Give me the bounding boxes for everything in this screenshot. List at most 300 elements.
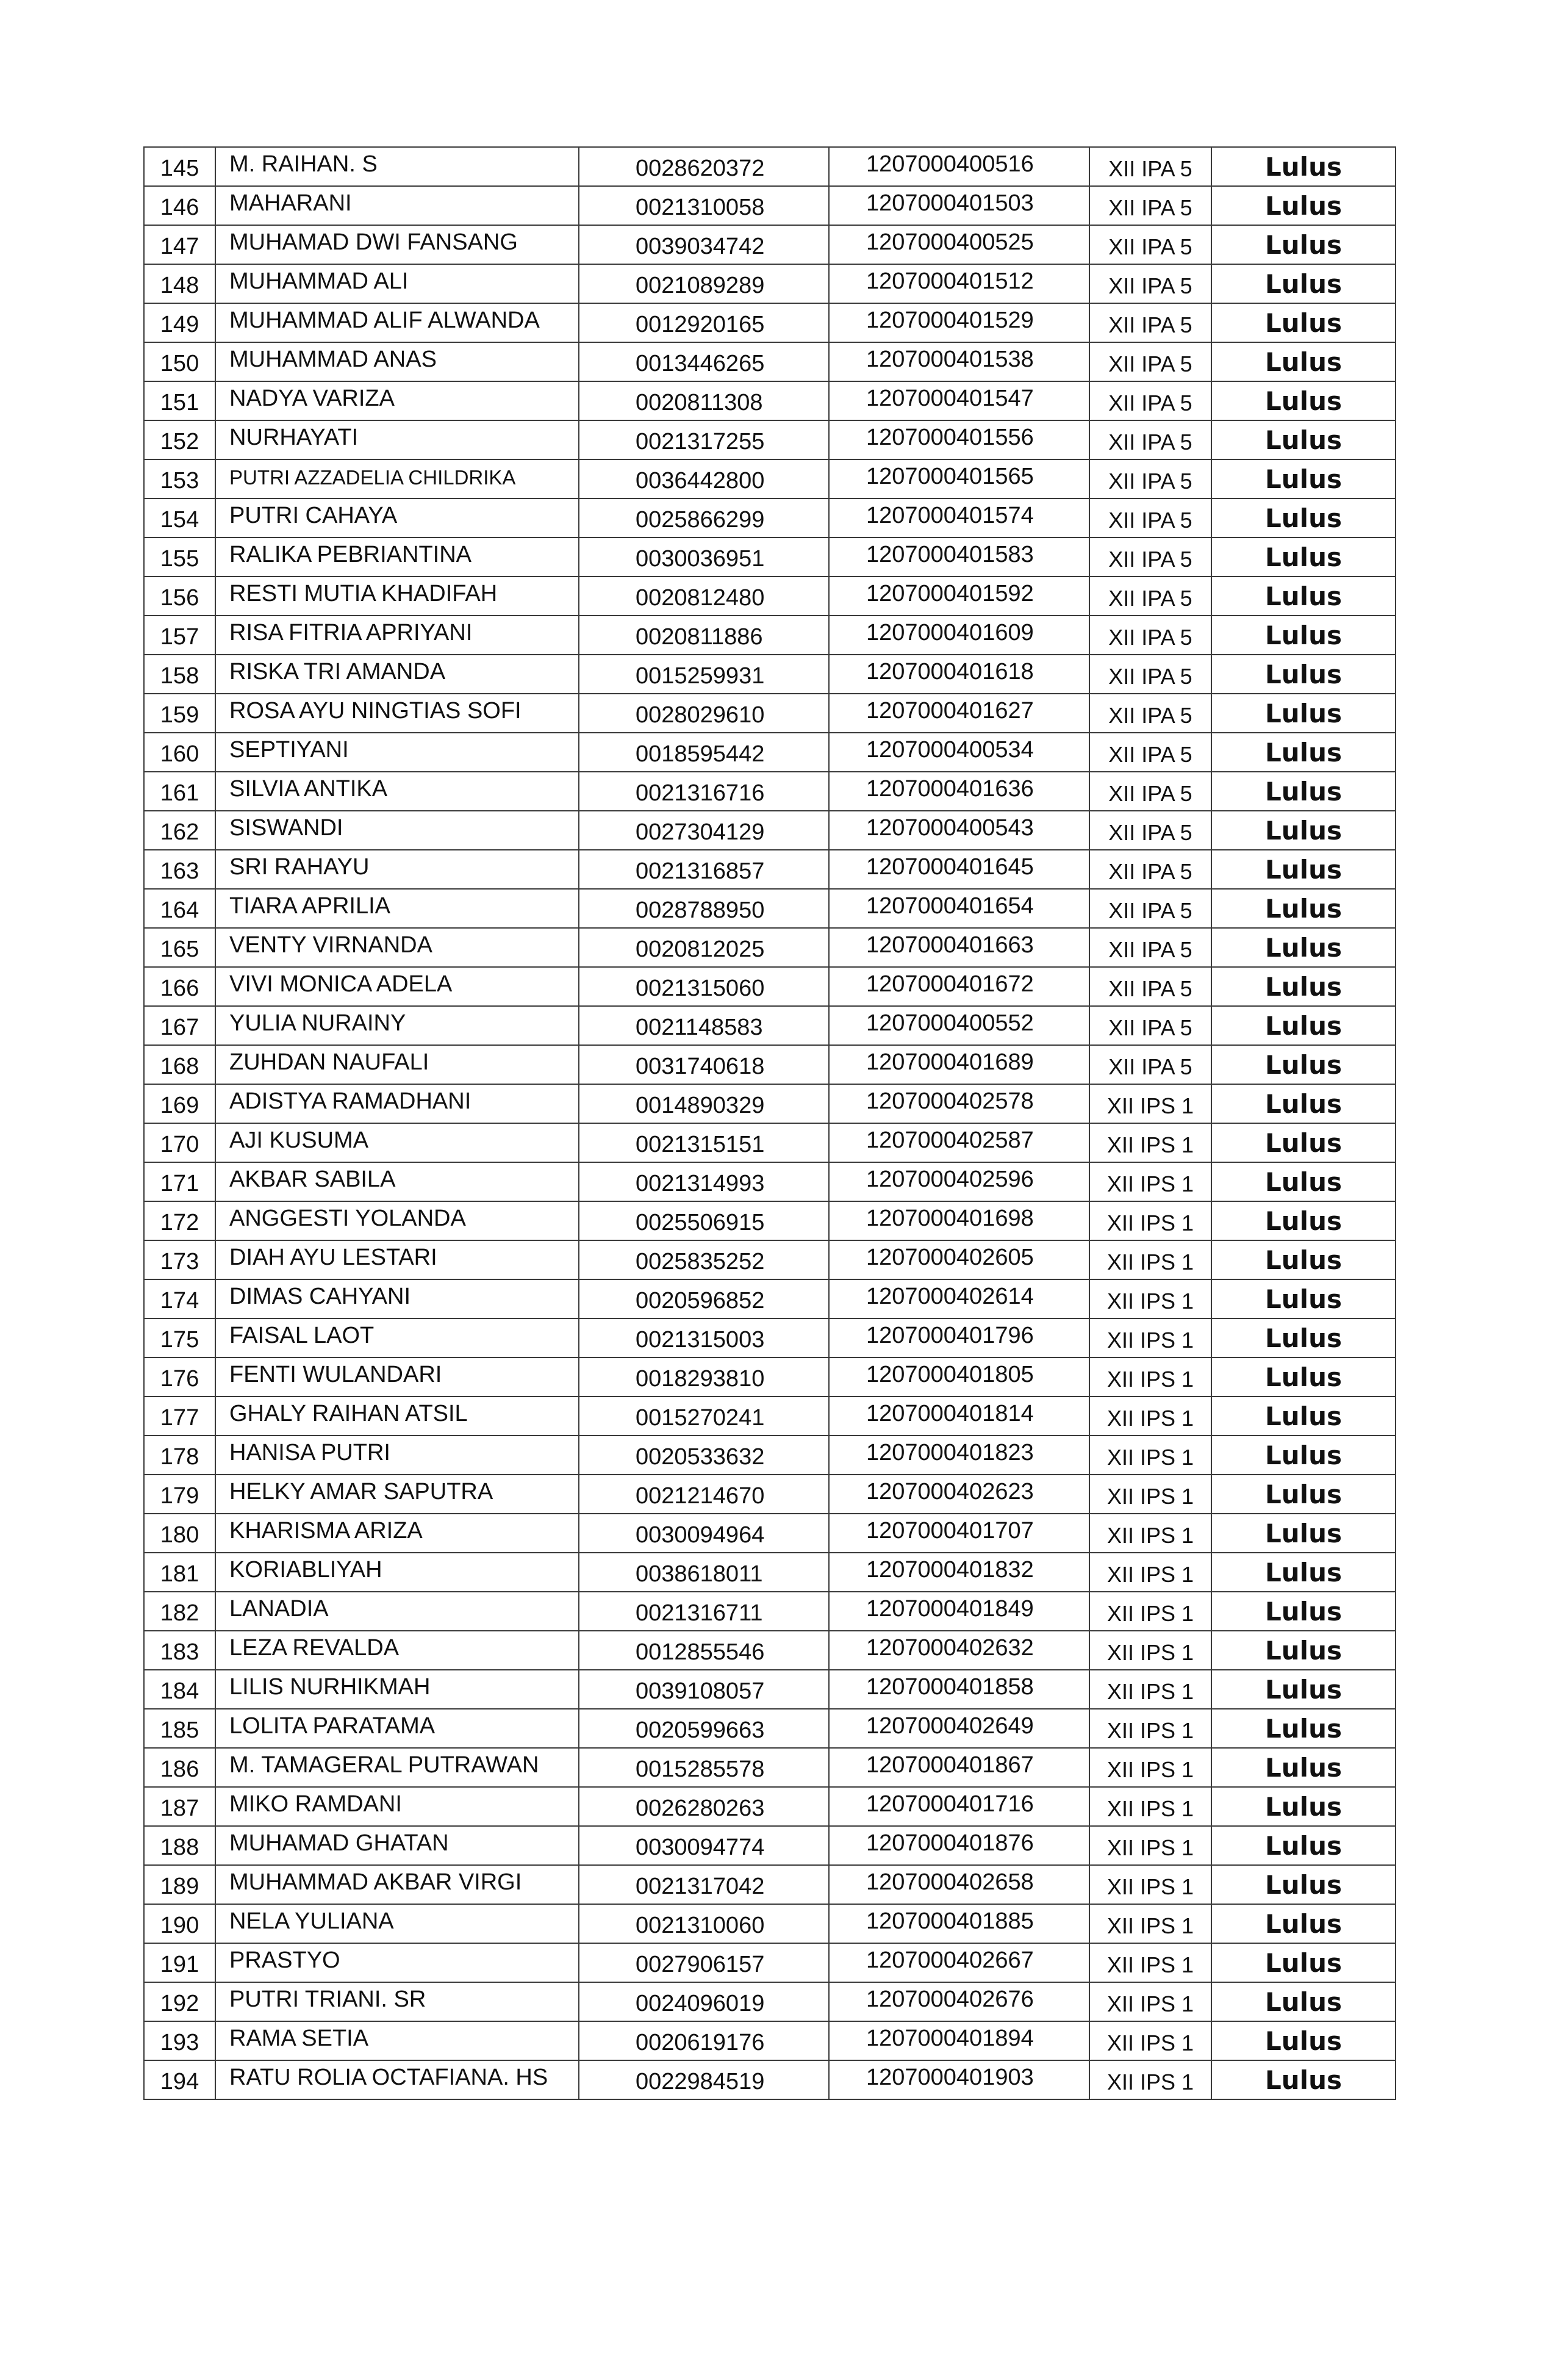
status-cell: Lulus [1211,2060,1396,2099]
nis-cell: 1207000401849 [829,1592,1089,1631]
nisn-cell: 0014890329 [579,1084,829,1123]
nis-cell: 1207000401654 [829,889,1089,928]
student-name-cell: RAMA SETIA [215,2021,579,2060]
nisn-cell: 0021315060 [579,967,829,1006]
nisn-cell: 0018595442 [579,733,829,772]
row-number-cell: 188 [144,1826,215,1865]
class-cell: XII IPA 5 [1089,225,1211,264]
status-cell: Lulus [1211,1904,1396,1943]
status-cell: Lulus [1211,420,1396,459]
table-row [144,1397,1396,1436]
nis-cell: 1207000400552 [829,1006,1089,1045]
class-cell: XII IPA 5 [1089,577,1211,616]
student-name-cell: PUTRI TRIANI. SR [215,1982,579,2021]
student-name-cell: M. TAMAGERAL PUTRAWAN [215,1748,579,1787]
nisn-cell: 0012855546 [579,1631,829,1670]
status-cell: Lulus [1211,1631,1396,1670]
nis-cell: 1207000401885 [829,1904,1089,1943]
row-number-cell: 148 [144,264,215,303]
student-name-cell: RALIKA PEBRIANTINA [215,537,579,577]
student-name-cell: MIKO RAMDANI [215,1787,579,1826]
student-name-cell: MUHAMAD DWI FANSANG [215,225,579,264]
table-row [144,811,1396,850]
row-number-cell: 184 [144,1670,215,1709]
row-number-cell: 182 [144,1592,215,1631]
row-number-cell: 191 [144,1943,215,1982]
nis-cell: 1207000401627 [829,694,1089,733]
table-row [144,577,1396,616]
row-number-cell: 163 [144,850,215,889]
student-name-cell: KHARISMA ARIZA [215,1514,579,1553]
graduation-results-table [143,146,1396,2100]
student-name-cell: HELKY AMAR SAPUTRA [215,1475,579,1514]
table-row [144,1709,1396,1748]
student-name-cell: RISKA TRI AMANDA [215,655,579,694]
class-cell: XII IPA 5 [1089,1045,1211,1084]
class-cell: XII IPS 1 [1089,1240,1211,1279]
nisn-cell: 0028788950 [579,889,829,928]
class-cell: XII IPA 5 [1089,928,1211,967]
nisn-cell: 0027304129 [579,811,829,850]
nis-cell: 1207000402649 [829,1709,1089,1748]
class-cell: XII IPA 5 [1089,420,1211,459]
nis-cell: 1207000401894 [829,2021,1089,2060]
nisn-cell: 0021316716 [579,772,829,811]
table-row [144,498,1396,537]
class-cell: XII IPA 5 [1089,498,1211,537]
row-number-cell: 185 [144,1709,215,1748]
nisn-cell: 0021310058 [579,186,829,225]
nisn-cell: 0021316857 [579,850,829,889]
nisn-cell: 0030036951 [579,537,829,577]
class-cell: XII IPA 5 [1089,537,1211,577]
nis-cell: 1207000401805 [829,1357,1089,1397]
row-number-cell: 193 [144,2021,215,2060]
table-row [144,616,1396,655]
nis-cell: 1207000401636 [829,772,1089,811]
status-cell: Lulus [1211,1865,1396,1904]
nis-cell: 1207000401814 [829,1397,1089,1436]
row-number-cell: 153 [144,459,215,498]
nis-cell: 1207000402605 [829,1240,1089,1279]
class-cell: XII IPS 1 [1089,1748,1211,1787]
nisn-cell: 0015259931 [579,655,829,694]
class-cell: XII IPA 5 [1089,342,1211,381]
status-cell: Lulus [1211,1514,1396,1553]
class-cell: XII IPA 5 [1089,616,1211,655]
row-number-cell: 171 [144,1162,215,1201]
status-cell: Lulus [1211,381,1396,420]
nis-cell: 1207000400543 [829,811,1089,850]
status-cell: Lulus [1211,303,1396,342]
table-row [144,1279,1396,1318]
student-name-cell: LEZA REVALDA [215,1631,579,1670]
class-cell: XII IPS 1 [1089,1318,1211,1357]
row-number-cell: 181 [144,1553,215,1592]
nis-cell: 1207000400525 [829,225,1089,264]
class-cell: XII IPA 5 [1089,147,1211,186]
row-number-cell: 173 [144,1240,215,1279]
student-name-cell: ROSA AYU NINGTIAS SOFI [215,694,579,733]
nis-cell: 1207000400516 [829,147,1089,186]
student-name-cell: VIVI MONICA ADELA [215,967,579,1006]
status-cell: Lulus [1211,186,1396,225]
student-name-cell: YULIA NURAINY [215,1006,579,1045]
table-row [144,1514,1396,1553]
table-row [144,772,1396,811]
nis-cell: 1207000401556 [829,420,1089,459]
table-row [144,1123,1396,1162]
row-number-cell: 186 [144,1748,215,1787]
table-row [144,1748,1396,1787]
student-name-cell: AKBAR SABILA [215,1162,579,1201]
student-name-cell: M. RAIHAN. S [215,147,579,186]
status-cell: Lulus [1211,967,1396,1006]
table-row [144,1943,1396,1982]
nis-cell: 1207000402614 [829,1279,1089,1318]
nis-cell: 1207000401716 [829,1787,1089,1826]
status-cell: Lulus [1211,1475,1396,1514]
class-cell: XII IPS 1 [1089,1982,1211,2021]
row-number-cell: 179 [144,1475,215,1514]
status-cell: Lulus [1211,1592,1396,1631]
student-name-cell: NURHAYATI [215,420,579,459]
status-cell: Lulus [1211,928,1396,967]
status-cell: Lulus [1211,1436,1396,1475]
nis-cell: 1207000401529 [829,303,1089,342]
row-number-cell: 189 [144,1865,215,1904]
table-row [144,1631,1396,1670]
class-cell: XII IPS 1 [1089,1904,1211,1943]
nis-cell: 1207000401672 [829,967,1089,1006]
nis-cell: 1207000401512 [829,264,1089,303]
nisn-cell: 0021314993 [579,1162,829,1201]
nisn-cell: 0036442800 [579,459,829,498]
class-cell: XII IPS 1 [1089,1826,1211,1865]
nisn-cell: 0021317042 [579,1865,829,1904]
status-cell: Lulus [1211,1709,1396,1748]
class-cell: XII IPS 1 [1089,1553,1211,1592]
status-cell: Lulus [1211,498,1396,537]
class-cell: XII IPS 1 [1089,1592,1211,1631]
class-cell: XII IPA 5 [1089,186,1211,225]
nisn-cell: 0020812480 [579,577,829,616]
student-name-cell: HANISA PUTRI [215,1436,579,1475]
status-cell: Lulus [1211,577,1396,616]
nis-cell: 1207000401574 [829,498,1089,537]
table-row [144,1904,1396,1943]
table-row [144,889,1396,928]
nisn-cell: 0020599663 [579,1709,829,1748]
class-cell: XII IPS 1 [1089,1943,1211,1982]
status-cell: Lulus [1211,733,1396,772]
table-row [144,1475,1396,1514]
status-cell: Lulus [1211,850,1396,889]
nisn-cell: 0022984519 [579,2060,829,2099]
table-row [144,264,1396,303]
table-row [144,1084,1396,1123]
nis-cell: 1207000401876 [829,1826,1089,1865]
table-row [144,342,1396,381]
table-row [144,928,1396,967]
class-cell: XII IPS 1 [1089,1709,1211,1748]
row-number-cell: 192 [144,1982,215,2021]
status-cell: Lulus [1211,1240,1396,1279]
row-number-cell: 187 [144,1787,215,1826]
nis-cell: 1207000401867 [829,1748,1089,1787]
class-cell: XII IPS 1 [1089,1787,1211,1826]
nisn-cell: 0020811308 [579,381,829,420]
nis-cell: 1207000401547 [829,381,1089,420]
nisn-cell: 0015285578 [579,1748,829,1787]
row-number-cell: 167 [144,1006,215,1045]
nis-cell: 1207000401858 [829,1670,1089,1709]
status-cell: Lulus [1211,1045,1396,1084]
student-name-cell: MUHAMMAD ALIF ALWANDA [215,303,579,342]
status-cell: Lulus [1211,1982,1396,2021]
status-cell: Lulus [1211,2021,1396,2060]
nisn-cell: 0039108057 [579,1670,829,1709]
row-number-cell: 161 [144,772,215,811]
class-cell: XII IPA 5 [1089,850,1211,889]
class-cell: XII IPA 5 [1089,459,1211,498]
nis-cell: 1207000401503 [829,186,1089,225]
status-cell: Lulus [1211,1201,1396,1240]
student-name-cell: ZUHDAN NAUFALI [215,1045,579,1084]
row-number-cell: 177 [144,1397,215,1436]
row-number-cell: 157 [144,616,215,655]
nisn-cell: 0020596852 [579,1279,829,1318]
status-cell: Lulus [1211,1787,1396,1826]
table-row [144,655,1396,694]
row-number-cell: 162 [144,811,215,850]
table-row [144,967,1396,1006]
student-name-cell: DIAH AYU LESTARI [215,1240,579,1279]
row-number-cell: 160 [144,733,215,772]
class-cell: XII IPS 1 [1089,1865,1211,1904]
student-name-cell: SISWANDI [215,811,579,850]
row-number-cell: 166 [144,967,215,1006]
table-row [144,1436,1396,1475]
class-cell: XII IPA 5 [1089,733,1211,772]
nisn-cell: 0020812025 [579,928,829,967]
table-row [144,1006,1396,1045]
row-number-cell: 176 [144,1357,215,1397]
student-name-cell: PUTRI AZZADELIA CHILDRIKA [215,459,579,498]
nis-cell: 1207000400534 [829,733,1089,772]
row-number-cell: 150 [144,342,215,381]
table-row [144,2021,1396,2060]
nis-cell: 1207000402676 [829,1982,1089,2021]
student-name-cell: TIARA APRILIA [215,889,579,928]
nis-cell: 1207000401903 [829,2060,1089,2099]
class-cell: XII IPS 1 [1089,1084,1211,1123]
nis-cell: 1207000401663 [829,928,1089,967]
class-cell: XII IPS 1 [1089,2021,1211,2060]
class-cell: XII IPS 1 [1089,1475,1211,1514]
nisn-cell: 0030094964 [579,1514,829,1553]
class-cell: XII IPA 5 [1089,381,1211,420]
nisn-cell: 0021317255 [579,420,829,459]
table-row [144,1787,1396,1826]
class-cell: XII IPS 1 [1089,1279,1211,1318]
nis-cell: 1207000401796 [829,1318,1089,1357]
nis-cell: 1207000401618 [829,655,1089,694]
nisn-cell: 0015270241 [579,1397,829,1436]
table-row [144,850,1396,889]
nisn-cell: 0028029610 [579,694,829,733]
class-cell: XII IPS 1 [1089,1123,1211,1162]
class-cell: XII IPS 1 [1089,1631,1211,1670]
nisn-cell: 0038618011 [579,1553,829,1592]
row-number-cell: 155 [144,537,215,577]
row-number-cell: 174 [144,1279,215,1318]
class-cell: XII IPA 5 [1089,811,1211,850]
row-number-cell: 146 [144,186,215,225]
nis-cell: 1207000401583 [829,537,1089,577]
nis-cell: 1207000401823 [829,1436,1089,1475]
student-name-cell: DIMAS CAHYANI [215,1279,579,1318]
status-cell: Lulus [1211,889,1396,928]
student-name-cell: RESTI MUTIA KHADIFAH [215,577,579,616]
status-cell: Lulus [1211,1318,1396,1357]
student-name-cell: MUHAMMAD AKBAR VIRGI [215,1865,579,1904]
nisn-cell: 0025866299 [579,498,829,537]
table-row [144,1826,1396,1865]
class-cell: XII IPS 1 [1089,1514,1211,1553]
student-name-cell: RATU ROLIA OCTAFIANA. HS [215,2060,579,2099]
table-row [144,2060,1396,2099]
table-row [144,1592,1396,1631]
status-cell: Lulus [1211,1670,1396,1709]
student-name-cell: MUHAMAD GHATAN [215,1826,579,1865]
table-body [144,147,1396,2099]
status-cell: Lulus [1211,616,1396,655]
row-number-cell: 151 [144,381,215,420]
status-cell: Lulus [1211,1084,1396,1123]
class-cell: XII IPS 1 [1089,1201,1211,1240]
table-row [144,1201,1396,1240]
nisn-cell: 0020619176 [579,2021,829,2060]
class-cell: XII IPS 1 [1089,1357,1211,1397]
row-number-cell: 175 [144,1318,215,1357]
student-name-cell: KORIABLIYAH [215,1553,579,1592]
nis-cell: 1207000402658 [829,1865,1089,1904]
class-cell: XII IPS 1 [1089,2060,1211,2099]
row-number-cell: 194 [144,2060,215,2099]
row-number-cell: 158 [144,655,215,694]
nisn-cell: 0021214670 [579,1475,829,1514]
table-row [144,420,1396,459]
table-row [144,147,1396,186]
nisn-cell: 0018293810 [579,1357,829,1397]
class-cell: XII IPA 5 [1089,694,1211,733]
student-name-cell: ANGGESTI YOLANDA [215,1201,579,1240]
table-row [144,1240,1396,1279]
table-row [144,1553,1396,1592]
table-row [144,1318,1396,1357]
status-cell: Lulus [1211,1943,1396,1982]
table-row [144,1670,1396,1709]
nis-cell: 1207000402587 [829,1123,1089,1162]
student-name-cell: FAISAL LAOT [215,1318,579,1357]
status-cell: Lulus [1211,1826,1396,1865]
student-name-cell: ADISTYA RAMADHANI [215,1084,579,1123]
table-row [144,186,1396,225]
row-number-cell: 165 [144,928,215,967]
table-row [144,733,1396,772]
nisn-cell: 0025835252 [579,1240,829,1279]
table-row [144,303,1396,342]
student-name-cell: RISA FITRIA APRIYANI [215,616,579,655]
nisn-cell: 0039034742 [579,225,829,264]
table-row [144,537,1396,577]
row-number-cell: 164 [144,889,215,928]
nisn-cell: 0030094774 [579,1826,829,1865]
student-name-cell: MUHAMMAD ALI [215,264,579,303]
status-cell: Lulus [1211,1123,1396,1162]
nis-cell: 1207000401538 [829,342,1089,381]
nis-cell: 1207000401609 [829,616,1089,655]
student-name-cell: SRI RAHAYU [215,850,579,889]
nisn-cell: 0021315151 [579,1123,829,1162]
student-name-cell: LOLITA PARATAMA [215,1709,579,1748]
class-cell: XII IPA 5 [1089,264,1211,303]
student-name-cell: PUTRI CAHAYA [215,498,579,537]
status-cell: Lulus [1211,537,1396,577]
row-number-cell: 183 [144,1631,215,1670]
status-cell: Lulus [1211,1553,1396,1592]
table-row [144,381,1396,420]
status-cell: Lulus [1211,772,1396,811]
class-cell: XII IPA 5 [1089,1006,1211,1045]
nis-cell: 1207000401689 [829,1045,1089,1084]
nisn-cell: 0024096019 [579,1982,829,2021]
row-number-cell: 145 [144,147,215,186]
status-cell: Lulus [1211,811,1396,850]
class-cell: XII IPS 1 [1089,1397,1211,1436]
table-row [144,459,1396,498]
nisn-cell: 0027906157 [579,1943,829,1982]
student-name-cell: MUHAMMAD ANAS [215,342,579,381]
table-row [144,694,1396,733]
status-cell: Lulus [1211,225,1396,264]
student-name-cell: AJI KUSUMA [215,1123,579,1162]
class-cell: XII IPS 1 [1089,1162,1211,1201]
student-name-cell: MAHARANI [215,186,579,225]
status-cell: Lulus [1211,694,1396,733]
row-number-cell: 169 [144,1084,215,1123]
row-number-cell: 156 [144,577,215,616]
class-cell: XII IPA 5 [1089,303,1211,342]
student-name-cell: LILIS NURHIKMAH [215,1670,579,1709]
status-cell: Lulus [1211,1397,1396,1436]
nisn-cell: 0021148583 [579,1006,829,1045]
table-row [144,1865,1396,1904]
status-cell: Lulus [1211,147,1396,186]
status-cell: Lulus [1211,1748,1396,1787]
student-name-cell: SILVIA ANTIKA [215,772,579,811]
status-cell: Lulus [1211,459,1396,498]
row-number-cell: 159 [144,694,215,733]
student-name-cell: PRASTYO [215,1943,579,1982]
table-row [144,1162,1396,1201]
nis-cell: 1207000401832 [829,1553,1089,1592]
nisn-cell: 0026280263 [579,1787,829,1826]
row-number-cell: 152 [144,420,215,459]
row-number-cell: 149 [144,303,215,342]
row-number-cell: 190 [144,1904,215,1943]
